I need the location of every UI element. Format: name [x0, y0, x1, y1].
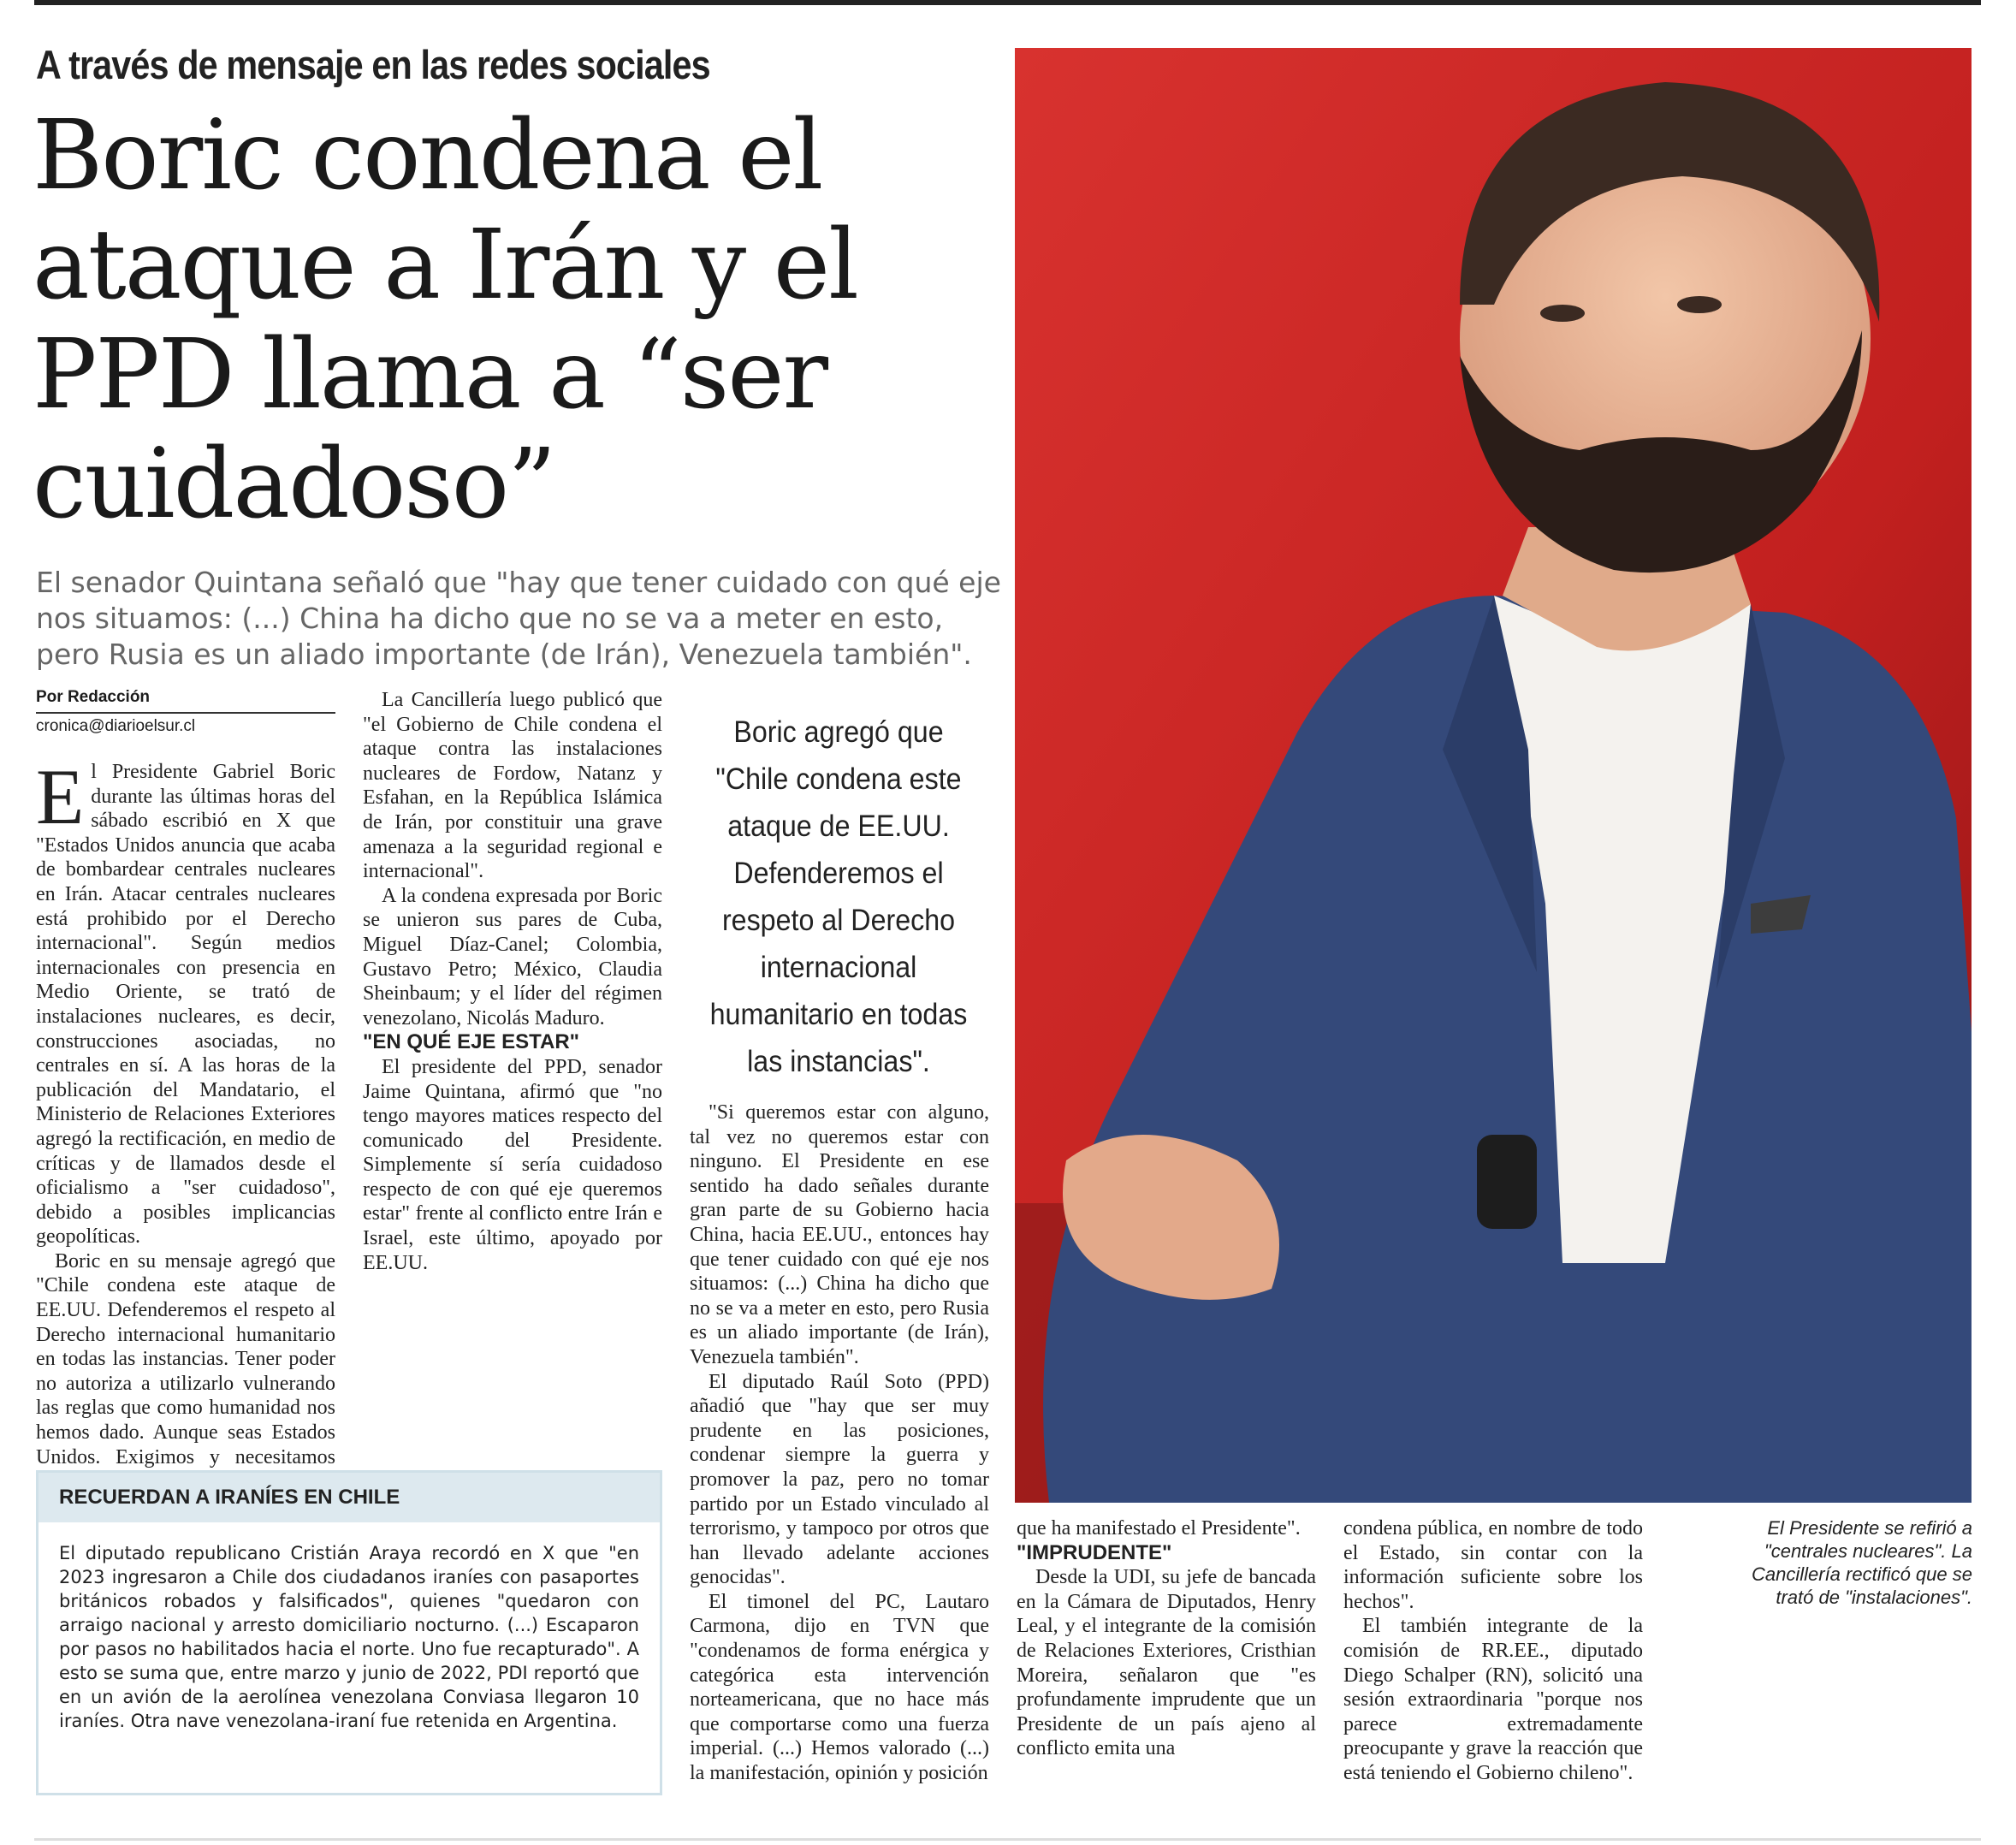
sidebar-box — [36, 1470, 662, 1795]
article-paragraph-7: El diputado Raúl Soto (PPD) añadió que "hay que ser muy prudente en las posiciones, condenar siempre la guerra y promover la paz, pero no tomar partido por un Estado vinculado al terrorismo, y tampoco por otros que han llevado adelante acciones genocidas". — [690, 1370, 989, 1589]
article-column-5 — [1343, 1516, 1643, 1799]
article-paragraph-1: El Presidente Gabriel Boric durante las últimas horas del sábado escribió en X que "Estados Unidos anuncia que acaba de bombardear centrales nucleares en Irán. Atacar centrales nucleares está prohibido por el Derecho internacional". Según medios internacionales con presencia en Medio Oriente, se trató de instalaciones nucleares, es decir, construcciones asociadas, no centrales en sí. A las horas de la publicación del Mandatario, el Ministerio de Relaciones Exteriores agregó la rectificación, en medio de críticas y de llamados desde el oficialismo a "ser cuidadoso", debido a posibles implicancias geopolíticas. — [36, 753, 335, 1249]
byline-rule — [36, 712, 335, 714]
bottom-rule — [34, 1838, 1981, 1841]
pull-quote: Boric agregó que "Chile condena este ataque de EE.UU. Defenderemos el respeto al Derecho internacional humanitario en todas las instancias". — [709, 715, 968, 1078]
subhead-eje: "EN QUÉ EJE ESTAR" — [363, 1030, 580, 1054]
article-column-3 — [690, 1100, 989, 1794]
article-column-1 — [36, 753, 335, 1468]
article-paragraph-2: Boric en su mensaje agregó que "Chile condena este ataque de EE.UU. Defenderemos el respeto al Derecho internacional humanitario en todas las instancias. Tener poder no autoriza a utilizarlo vulnerando las reglas que como humanidad nos hemos dado. Aunque seas Estados Unidos. Exigimos y necesitamos — [36, 1249, 335, 1468]
dropcap: E — [36, 753, 85, 840]
article-paragraph-8: El timonel del PC, Lautaro Carmona, dijo en TVN que "condenamos de forma enérgica y categórica esta intervención norteamericana, que no hace más que comportarse como una fuerza imperial. (...) Hemos valorado (...) la manifestación, opinión y posición — [690, 1590, 989, 1785]
article-paragraph-9: Desde la UDI, su jefe de bancada en la Cámara de Diputados, Henry Leal, y el integrante de la comisión de Relaciones Exteriores, Cristhian Moreira, señalaron que "es profundamente imprudente que un Presidente de un país ajeno al conflicto emita una — [1017, 1566, 1316, 1760]
article-paragraph-8-end: que ha manifestado el Presidente". — [1017, 1517, 1301, 1539]
kicker: A través de mensaje en las redes sociales — [36, 42, 710, 87]
president-portrait-image — [1015, 48, 1972, 1503]
article-paragraph-6: "Si queremos estar con alguno, tal vez no queremos estar con ninguno. El Presidente en ese sentido ha dado señales durante gran parte de su Gobierno hacia China, hacia EE.UU., entonces hay que tener cuidado con qué eje nos situamos: (...) China ha dicho que no se va a meter en esto, pero Rusia es un aliado importante (de Irán), Venezuela también". — [690, 1101, 989, 1368]
article-paragraph-4: A la condena expresada por Boric se unieron sus pares de Cuba, Miguel Díaz-Canel; Colombia, Gustavo Petro; México, Claudia Sheinbaum; y el líder del régimen venezolano, Nicolás Maduro. — [363, 884, 662, 1029]
article-paragraph-5: El presidente del PPD, senador Jaime Quintana, afirmó que "no tengo mayores matices respecto del comunicado del Presidente. Simplemente sí sería cuidadoso respecto de con qué eje queremos estar" frente al conflicto entre Irán e Israel, este último, apoyado por EE.UU. — [363, 1055, 662, 1274]
article-column-4 — [1017, 1516, 1316, 1799]
sidebar-text: El diputado republicano Cristián Araya recordó en X que "en 2023 ingresaron a Chile dos ciudadanos iraníes con pasaportes británicos robados y falsificados", quienes "quedaron con arraigo nacional y arresto domiciliario nocturno. (...) Escaparon por pasos no habilitados hacia el norte. Uno fue recapturado". A esto se suma que, entre marzo y junio de 2022, PDI reportó que en un avión de la aerolínea venezolana Conviasa llegaron 10 iraníes. Otra nave venezolana-iraní fue retenida en Argentina. — [59, 1543, 639, 1731]
top-rule — [34, 0, 1981, 5]
byline — [36, 688, 335, 736]
photo-caption: El Presidente se refirió a "centrales nucleares". La Cancillería rectificó que se trató de "instalaciones". — [1751, 1517, 1972, 1608]
byline-name: Por Redacción — [36, 688, 151, 706]
sidebar-title: RECUERDAN A IRANÍES EN CHILE — [39, 1473, 660, 1522]
byline-email: cronica@diarioelsur.cl — [36, 717, 196, 735]
headline: Boric condena el ataque a Irán y el PPD llama a “ser cuidadoso” — [33, 100, 857, 540]
article-column-2 — [363, 688, 662, 1433]
article-paragraph-10: El también integrante de la comisión de RR.EE., diputado Diego Schalper (RN), solicitó una sesión extraordinaria "porque nos parece extremadamente preocupante y grave la reacción que está teniendo el Gobierno chileno". — [1343, 1615, 1643, 1784]
president-photo — [1015, 48, 1972, 1503]
article-paragraph-3: La Cancillería luego publicó que "el Gobierno de Chile condena el ataque contra las instalaciones nucleares de Fordow, Natanz y Esfahan, en la República Islámica de Irán, por constituir una grave amenaza a la seguridad regional e internacional". — [363, 689, 662, 883]
subhead-imprudente: "IMPRUDENTE" — [1017, 1540, 1172, 1564]
article-paragraph-9-end: condena pública, en nombre de todo el Estado, sin contar con la información suficiente sobre los hechos". — [1343, 1517, 1643, 1613]
deck: El senador Quintana señaló que "hay que tener cuidado con qué eje nos situamos: (...) China ha dicho que no se va a meter en esto, pero Rusia es un aliado importante (de Irán), Venezuela también". — [36, 566, 1001, 671]
